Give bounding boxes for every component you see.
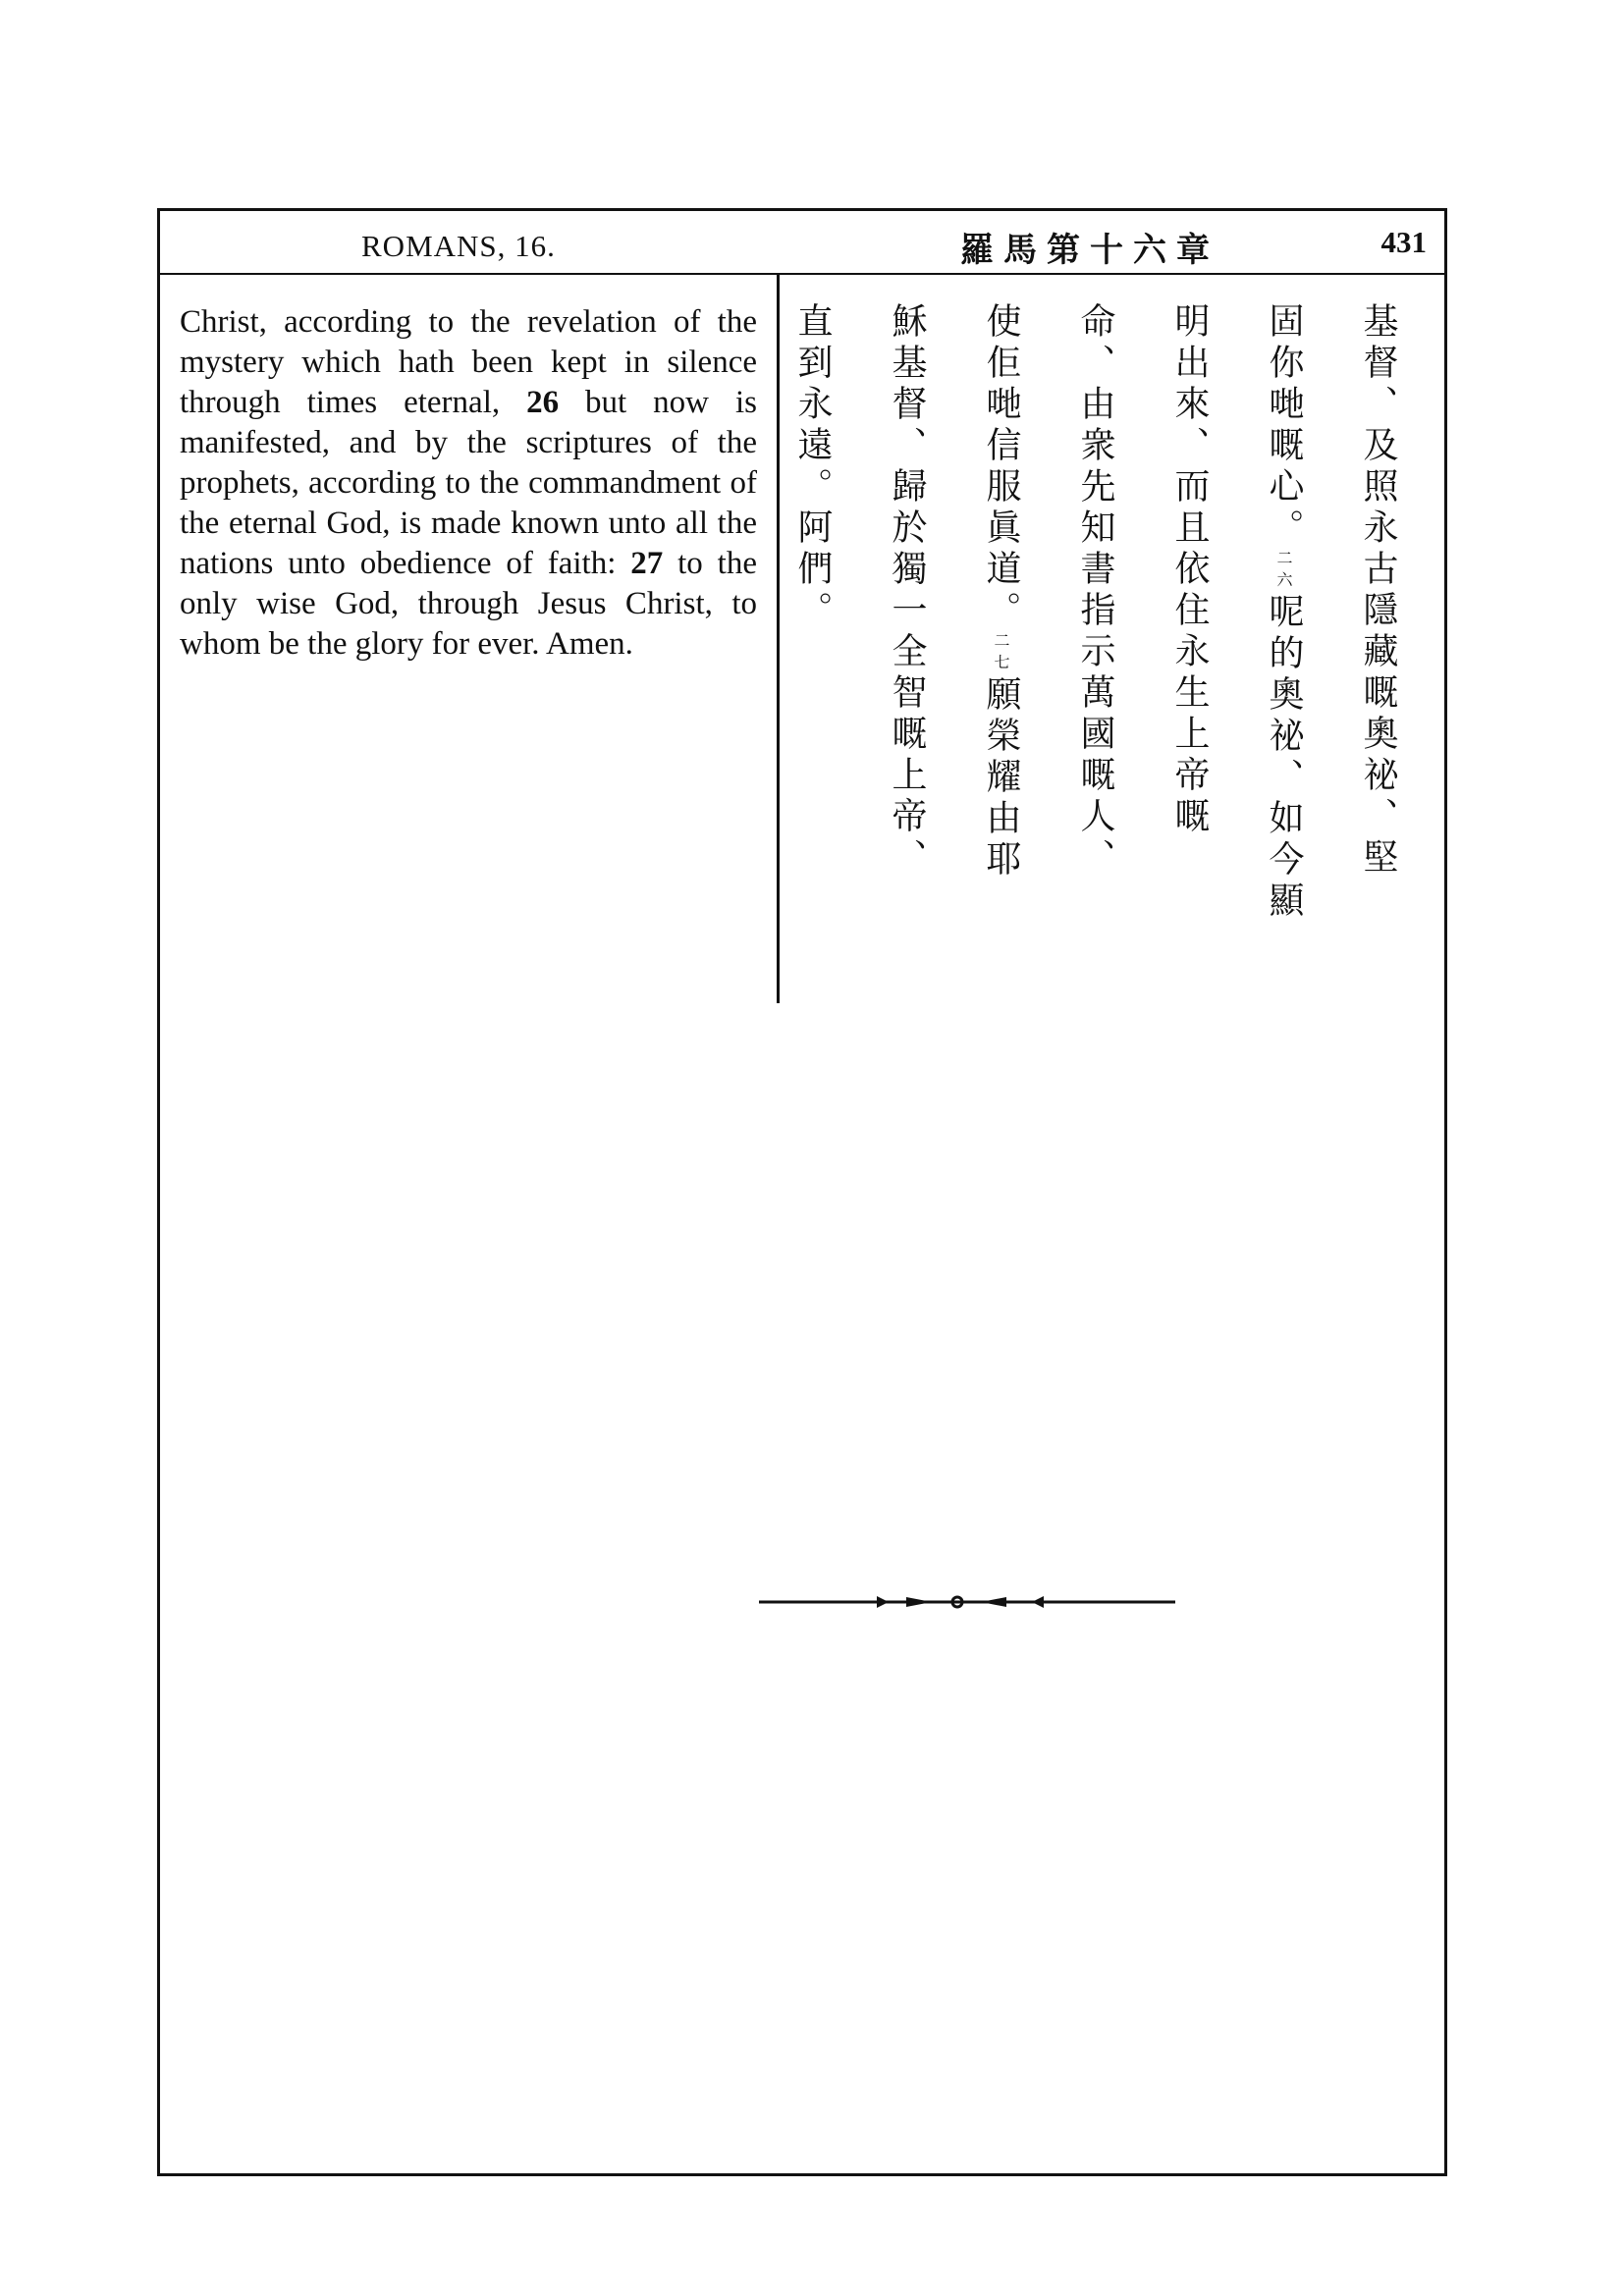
book-chapter-title: ROMANS, 16. — [361, 229, 556, 263]
chinese-text: 使佢哋信服眞道。 — [981, 302, 1021, 632]
chinese-text: 命、由衆先知書指示萬國嘅人、 — [1075, 302, 1115, 880]
page-frame — [157, 208, 1447, 2176]
english-text: to the only wise God, through Jesus Christ, to whom be the glory for ever. Amen. — [180, 546, 757, 662]
chinese-line — [1142, 302, 1236, 989]
chinese-text: 願榮耀由耶 — [981, 675, 1021, 881]
chinese-text: 固你哋嘅心。 — [1264, 302, 1304, 550]
chinese-text: 直到永遠。阿們。 — [792, 302, 833, 632]
english-paragraph — [180, 302, 757, 665]
english-column — [180, 302, 757, 665]
running-header — [160, 208, 1444, 275]
chinese-text: 基督、及照永古隱藏嘅奧祕、堅 — [1358, 302, 1398, 880]
verse-marker: 二七 — [992, 632, 1010, 675]
chinese-column — [792, 302, 1425, 989]
chinese-line — [953, 302, 1048, 989]
chinese-line — [1330, 302, 1425, 989]
english-text: but now is manifested, and by the scriptures of the prophets, according to the commandment of the eternal God, is made known unto all the nations unto obedience of faith: — [180, 385, 757, 581]
chinese-text: 明出來、而且依住永生上帝嘅 — [1169, 302, 1210, 838]
chinese-line — [1048, 302, 1142, 989]
chinese-line — [765, 302, 859, 989]
end-ornament — [759, 1590, 1175, 1614]
chinese-text: 呢的奧祕、如今顯 — [1264, 593, 1304, 923]
page-number: 431 — [1380, 225, 1427, 259]
verse-number: 27 — [630, 546, 664, 581]
chinese-text: 穌基督、歸於獨一全智嘅上帝、 — [887, 302, 927, 880]
verse-marker: 二六 — [1274, 550, 1293, 593]
verse-number: 26 — [526, 385, 560, 420]
chinese-line — [859, 302, 953, 989]
chinese-line — [1236, 302, 1330, 989]
chinese-chapter-title: 羅馬第十六章 — [960, 231, 1219, 270]
english-text: Christ, according to the revelation of the mystery which hath been kept in silence through times eternal, — [180, 304, 757, 420]
